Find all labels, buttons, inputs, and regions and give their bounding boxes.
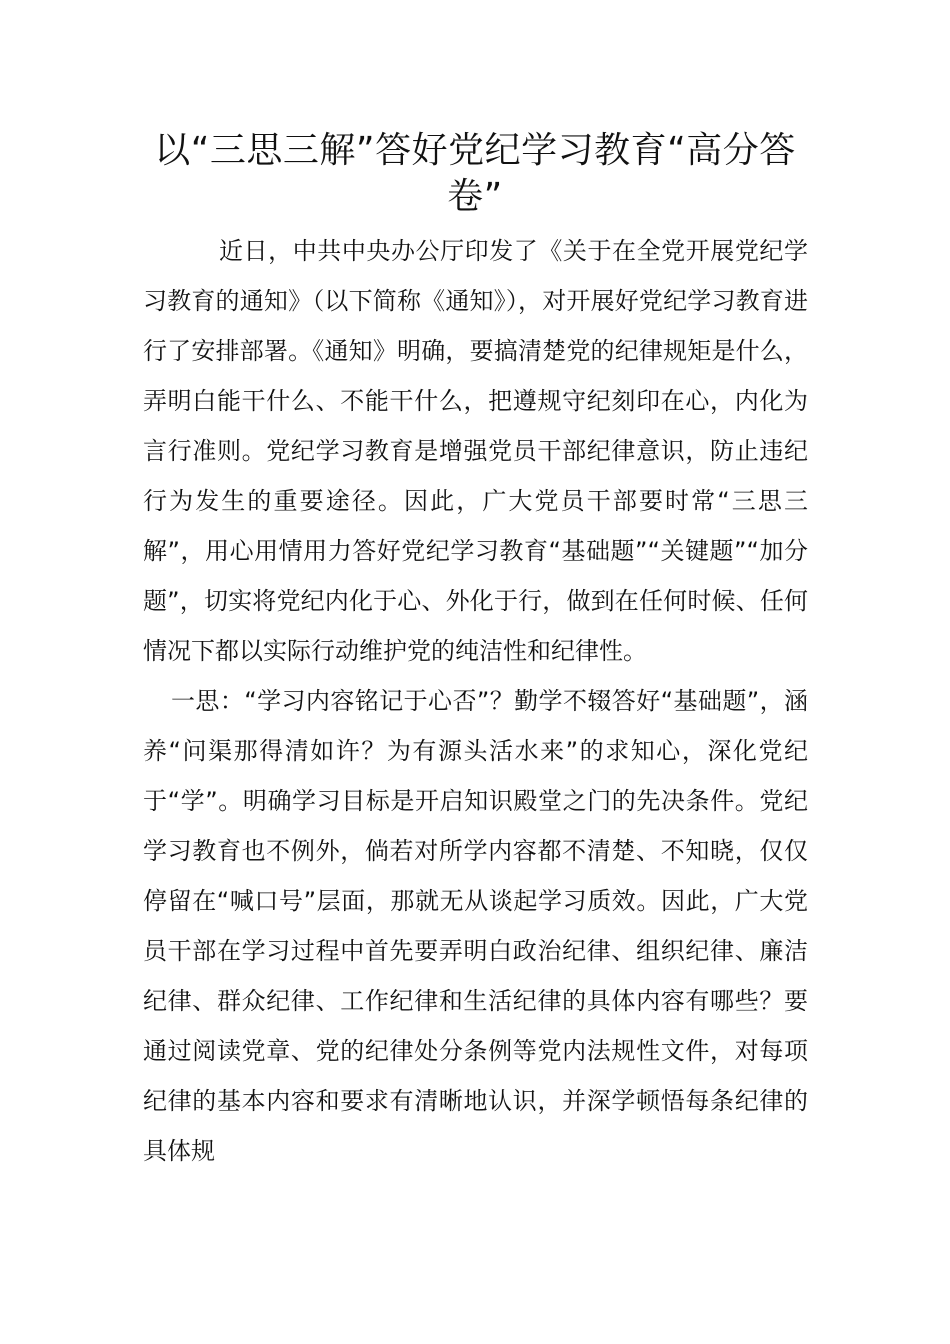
intro-paragraph: 近日，中共中央办公厅印发了《关于在全党开展党纪学习教育的通知》（以下简称《通知》），对开展好党纪学习教育进行了安排部署。《通知》明确，要搞清楚党的纪律规矩是什么，弄明白能干什么、不能干什么，把遵规守纪刻印在心，内化为言行准则。党纪学习教育是增强党员干部纪律意识，防止违纪行为发生的重要途径。因此，广大党员干部要时常“三思三解”，用心用情用力答好党纪学习教育“基础题”“关键题”“加分题”，切实将党纪内化于心、外化于行，做到在任何时候、任何情况下都以实际行动维护党的纯洁性和纪律性。 <box>143 237 808 665</box>
document-title: 以“三思三解”答好党纪学习教育“高分答卷” <box>154 130 796 217</box>
document-body <box>143 226 808 1176</box>
section-one-paragraph: 一思：“学习内容铭记于心否”？勤学不辍答好“基础题”，涵养“问渠那得清如许？为有源头活水来”的求知心，深化党纪于“学”。明确学习目标是开启知识殿堂之门的先决条件。党纪学习教育也不例外，倘若对所学内容都不清楚、不知晓，仅仅停留在“喊口号”层面，那就无从谈起学习质效。因此，广大党员干部在学习过程中首先要弄明白政治纪律、组织纪律、廉洁纪律、群众纪律、工作纪律和生活纪律的具体内容有哪些？要通过阅读党章、党的纪律处分条例等党内法规性文件，对每项纪律的基本内容和要求有清晰地认识，并深学顿悟每条纪律的具体规 <box>143 687 808 1165</box>
